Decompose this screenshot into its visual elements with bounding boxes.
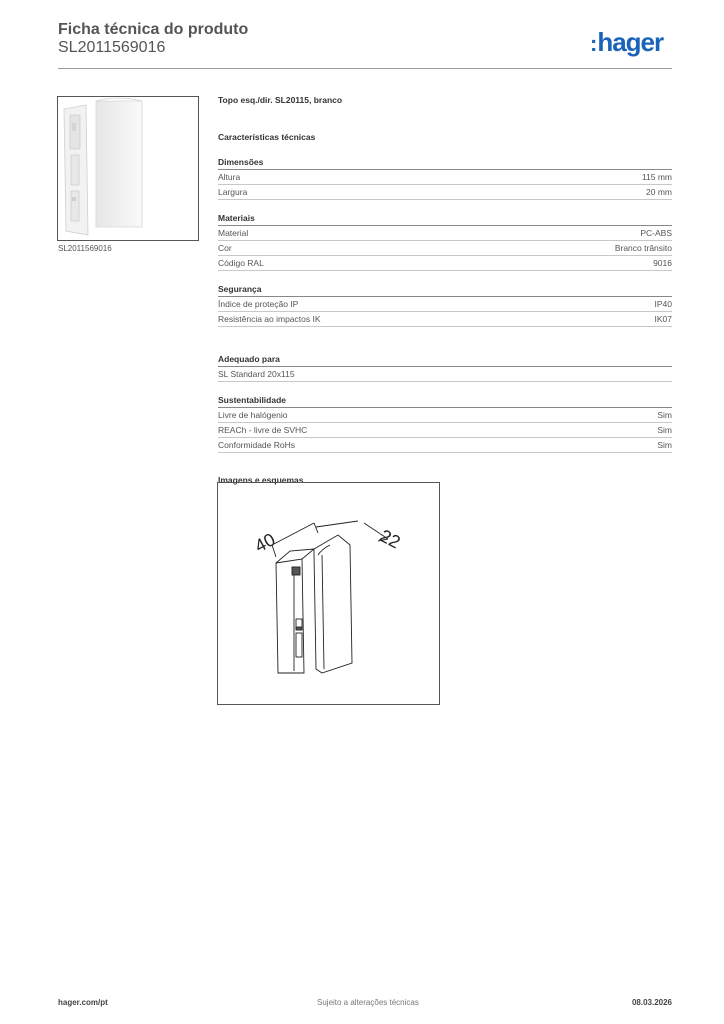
row-value: Branco trânsito xyxy=(614,243,672,253)
product-photo-icon xyxy=(58,97,198,240)
thumbnail-caption: SL2011569016 xyxy=(58,244,112,253)
table-row xyxy=(218,256,672,271)
footer-website[interactable]: hager.com/pt xyxy=(58,998,108,1007)
section-sustainability-title: Sustentabilidade xyxy=(218,393,672,408)
row-label: Índice de proteção IP xyxy=(218,299,299,309)
logo-text: hager xyxy=(597,27,664,57)
product-code: SL2011569016 xyxy=(58,39,166,56)
dimension-label-width: 40 xyxy=(251,529,279,557)
technical-drawing xyxy=(217,482,440,705)
row-label: Código RAL xyxy=(218,258,264,268)
footer-date: 08.03.2026 xyxy=(631,998,672,1007)
table-row xyxy=(218,226,672,241)
section-materials-title: Materiais xyxy=(218,211,672,226)
row-label: SL Standard 20x115 xyxy=(218,369,295,379)
table-row xyxy=(218,312,672,327)
section-characteristics-title: Características técnicas xyxy=(218,132,316,142)
row-value: Sim xyxy=(657,410,672,420)
row-value: IP40 xyxy=(654,299,672,309)
table-row xyxy=(218,297,672,312)
table-row xyxy=(218,408,672,423)
table-row xyxy=(218,438,672,453)
row-value: PC-ABS xyxy=(640,228,672,238)
row-label: Altura xyxy=(218,172,241,182)
page-title: Ficha técnica do produto xyxy=(58,21,249,38)
spec-content xyxy=(218,92,672,487)
table-row xyxy=(218,170,672,185)
hager-logo xyxy=(590,27,663,58)
section-images-title: Imagens e esquemas xyxy=(218,475,304,485)
table-row xyxy=(218,241,672,256)
row-label: Livre de halógenio xyxy=(218,410,288,420)
row-label: Cor xyxy=(218,243,232,253)
row-label: Largura xyxy=(218,187,248,197)
product-name: Topo esq./dir. SL20115, branco xyxy=(218,95,343,105)
row-value: 20 mm xyxy=(646,187,672,197)
table-row xyxy=(218,367,672,382)
row-label: REACh - livre de SVHC xyxy=(218,425,308,435)
product-thumbnail xyxy=(57,96,199,241)
row-value: 115 mm xyxy=(641,172,672,182)
row-label: Resistência ao impactos IK xyxy=(218,314,321,324)
row-label: Material xyxy=(218,228,249,238)
logo-dots-icon: : xyxy=(590,31,597,56)
row-label: Conformidade RoHs xyxy=(218,440,296,450)
row-value: Sim xyxy=(657,440,672,450)
section-dimensions-title: Dimensões xyxy=(218,155,672,170)
row-value: 9016 xyxy=(653,258,672,268)
row-value: Sim xyxy=(657,425,672,435)
section-safety-title: Segurança xyxy=(218,282,672,297)
row-value: IK07 xyxy=(654,314,672,324)
table-row xyxy=(218,423,672,438)
section-suitable-title: Adequado para xyxy=(218,352,672,367)
dimension-label-depth: 22 xyxy=(376,525,404,553)
footer-notice: Sujeito a alterações técnicas xyxy=(317,998,419,1007)
dimension-drawing-icon xyxy=(218,483,439,704)
header-divider xyxy=(58,68,672,69)
table-row xyxy=(218,185,672,200)
